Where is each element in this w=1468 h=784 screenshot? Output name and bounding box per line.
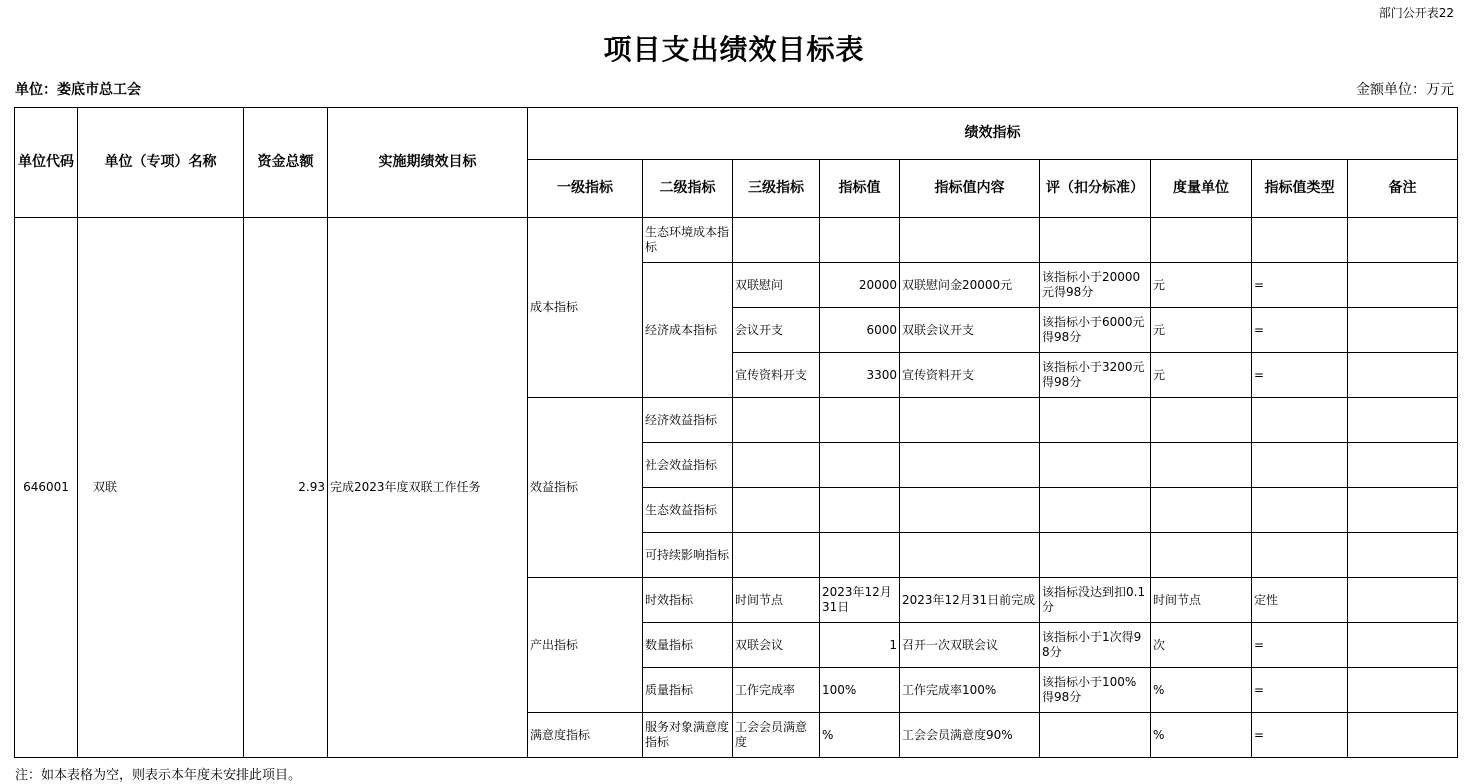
cell-criteria: 该指标小于100%得98分 <box>1040 668 1151 713</box>
empty-cell <box>820 488 900 533</box>
cell-unit-name: 双联 <box>78 218 244 758</box>
cell-value: 6000 <box>820 308 900 353</box>
cell-value-content: 宣传资料开支 <box>900 353 1040 398</box>
empty-cell <box>1252 533 1348 578</box>
header-unit-code: 单位代码 <box>15 108 78 218</box>
cell-total-funds: 2.93 <box>244 218 328 758</box>
cell-level2-econ-benefit: 经济效益指标 <box>643 398 733 443</box>
cell-level3: 会议开支 <box>733 308 820 353</box>
cell-level3: 时间节点 <box>733 578 820 623</box>
cell-value: 1 <box>820 623 900 668</box>
empty-cell <box>900 443 1040 488</box>
cell-measure-unit: 次 <box>1151 623 1252 668</box>
empty-cell <box>1151 218 1252 263</box>
empty-cell <box>1151 443 1252 488</box>
empty-cell <box>1348 488 1458 533</box>
empty-cell <box>1252 488 1348 533</box>
header-perf-indicators: 绩效指标 <box>528 108 1458 160</box>
cell-criteria: 该指标小于6000元得98分 <box>1040 308 1151 353</box>
amount-unit-label: 金额单位：万元 <box>1356 82 1454 98</box>
cell-measure-unit: % <box>1151 668 1252 713</box>
header-period-goal: 实施期绩效目标 <box>328 108 528 218</box>
empty-cell <box>900 488 1040 533</box>
empty-cell <box>1040 398 1151 443</box>
empty-cell <box>733 488 820 533</box>
cell-criteria: 该指标小于20000元得98分 <box>1040 263 1151 308</box>
header-value-content: 指标值内容 <box>900 160 1040 218</box>
empty-cell <box>820 533 900 578</box>
cell-value-type: 定性 <box>1252 578 1348 623</box>
header-level1: 一级指标 <box>528 160 643 218</box>
cell-value-content: 双联慰问金20000元 <box>900 263 1040 308</box>
cell-value-type: = <box>1252 353 1348 398</box>
empty-cell <box>820 218 900 263</box>
cell-criteria: 该指标小于1次得98分 <box>1040 623 1151 668</box>
cell-remark <box>1348 263 1458 308</box>
cell-measure-unit: 元 <box>1151 308 1252 353</box>
header-remark: 备注 <box>1348 160 1458 218</box>
page-title: 项目支出绩效目标表 <box>603 33 865 66</box>
empty-cell <box>733 218 820 263</box>
empty-cell <box>900 218 1040 263</box>
empty-cell <box>1252 398 1348 443</box>
cell-value-content: 工会会员满意度90% <box>900 713 1040 758</box>
header-total-funds: 资金总额 <box>244 108 328 218</box>
empty-cell <box>1348 443 1458 488</box>
empty-cell <box>1040 443 1151 488</box>
empty-cell <box>900 398 1040 443</box>
unit-label: 单位：娄底市总工会 <box>15 82 141 98</box>
cell-level3: 工作完成率 <box>733 668 820 713</box>
empty-cell <box>1348 398 1458 443</box>
empty-cell <box>1151 488 1252 533</box>
cell-measure-unit: 元 <box>1151 353 1252 398</box>
cell-measure-unit: 时间节点 <box>1151 578 1252 623</box>
empty-cell <box>1151 533 1252 578</box>
cell-value-type: = <box>1252 668 1348 713</box>
cell-level3: 工会会员满意度 <box>733 713 820 758</box>
empty-cell <box>900 533 1040 578</box>
cell-period-goal: 完成2023年度双联工作任务 <box>328 218 528 758</box>
cell-level2-timeliness: 时效指标 <box>643 578 733 623</box>
footnote: 注：如本表格为空，则表示本年度未安排此项目。 <box>15 768 302 783</box>
cell-value-type: = <box>1252 263 1348 308</box>
table-row <box>15 218 1458 263</box>
cell-value-content: 工作完成率100% <box>900 668 1040 713</box>
cell-level2-service: 服务对象满意度指标 <box>643 713 733 758</box>
cell-level3: 双联会议 <box>733 623 820 668</box>
cell-value: 100% <box>820 668 900 713</box>
cell-value-content: 2023年12月31日前完成 <box>900 578 1040 623</box>
form-code: 部门公开表22 <box>1378 6 1454 20</box>
cell-value: 3300 <box>820 353 900 398</box>
cell-level2-quantity: 数量指标 <box>643 623 733 668</box>
cell-value-content: 双联会议开支 <box>900 308 1040 353</box>
cell-value: 2023年12月31日 <box>820 578 900 623</box>
cell-level2-eco-benefit: 生态效益指标 <box>643 488 733 533</box>
empty-cell <box>1040 533 1151 578</box>
cell-level1-output: 产出指标 <box>528 578 643 713</box>
cell-criteria <box>1040 713 1151 758</box>
cell-remark <box>1348 353 1458 398</box>
empty-cell <box>1040 488 1151 533</box>
empty-cell <box>1151 398 1252 443</box>
cell-remark <box>1348 578 1458 623</box>
cell-measure-unit: 元 <box>1151 263 1252 308</box>
cell-criteria: 该指标没达到扣0.1分 <box>1040 578 1151 623</box>
header-measure-unit: 度量单位 <box>1151 160 1252 218</box>
cell-level3: 宣传资料开支 <box>733 353 820 398</box>
cell-value-type: = <box>1252 308 1348 353</box>
header-level3: 三级指标 <box>733 160 820 218</box>
empty-cell <box>1252 218 1348 263</box>
empty-cell <box>1348 218 1458 263</box>
cell-level2-sustain: 可持续影响指标 <box>643 533 733 578</box>
header-level2: 二级指标 <box>643 160 733 218</box>
cell-remark <box>1348 713 1458 758</box>
empty-cell <box>1040 218 1151 263</box>
header-criteria: 评（扣分标准） <box>1040 160 1151 218</box>
cell-remark <box>1348 668 1458 713</box>
empty-cell <box>1252 443 1348 488</box>
cell-value-type: = <box>1252 623 1348 668</box>
cell-unit-code: 646001 <box>15 218 78 758</box>
cell-level2-social-benefit: 社会效益指标 <box>643 443 733 488</box>
performance-table <box>14 107 1458 758</box>
cell-remark <box>1348 308 1458 353</box>
header-value: 指标值 <box>820 160 900 218</box>
cell-level2-quality: 质量指标 <box>643 668 733 713</box>
cell-level2-econ-cost: 经济成本指标 <box>643 263 733 398</box>
cell-level1-benefit: 效益指标 <box>528 398 643 578</box>
header-value-type: 指标值类型 <box>1252 160 1348 218</box>
cell-criteria: 该指标小于3200元得98分 <box>1040 353 1151 398</box>
cell-value-type: = <box>1252 713 1348 758</box>
cell-level1-cost: 成本指标 <box>528 218 643 398</box>
header-unit-name: 单位（专项）名称 <box>78 108 244 218</box>
cell-level2-eco-cost: 生态环境成本指标 <box>643 218 733 263</box>
cell-measure-unit: % <box>1151 713 1252 758</box>
cell-remark <box>1348 623 1458 668</box>
empty-cell <box>733 533 820 578</box>
cell-level3: 双联慰问 <box>733 263 820 308</box>
cell-value-content: 召开一次双联会议 <box>900 623 1040 668</box>
empty-cell <box>733 398 820 443</box>
empty-cell <box>820 443 900 488</box>
cell-value: % <box>820 713 900 758</box>
cell-value: 20000 <box>820 263 900 308</box>
empty-cell <box>1348 533 1458 578</box>
empty-cell <box>820 398 900 443</box>
header-row-1 <box>15 108 1458 160</box>
empty-cell <box>733 443 820 488</box>
cell-level1-satisfaction: 满意度指标 <box>528 713 643 758</box>
